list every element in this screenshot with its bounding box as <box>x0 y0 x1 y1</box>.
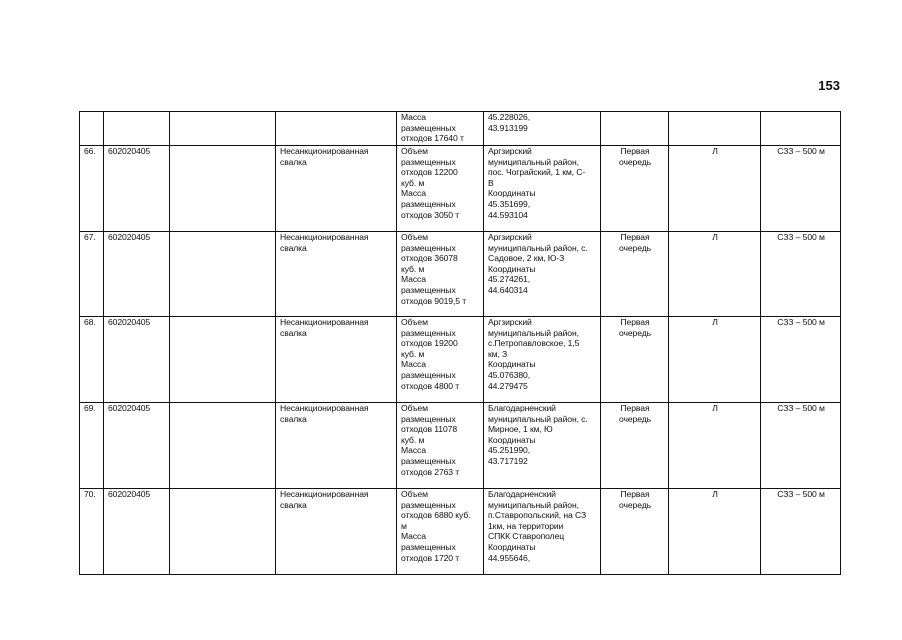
priority: Первая очередь <box>601 232 669 317</box>
category: Л <box>669 232 761 317</box>
table-row <box>80 489 841 575</box>
priority: Первая очередь <box>601 146 669 232</box>
category: Л <box>669 403 761 489</box>
category: Л <box>669 317 761 403</box>
row-number: 67. <box>80 232 104 317</box>
category <box>669 112 761 146</box>
site-name <box>170 112 276 146</box>
site-code: 602020405 <box>104 317 170 403</box>
table-row <box>80 232 841 317</box>
site-code: 602020405 <box>104 232 170 317</box>
row-number: 68. <box>80 317 104 403</box>
priority <box>601 112 669 146</box>
priority: Первая очередь <box>601 489 669 575</box>
site-description: Несанкционированная свалка <box>276 317 397 403</box>
site-location: 45.228026, 43.913199 <box>484 112 601 146</box>
waste-volume: Масса размещенных отходов 17640 т <box>397 112 484 146</box>
row-number: 66. <box>80 146 104 232</box>
table-row <box>80 317 841 403</box>
sanitary-zone: СЗЗ – 500 м <box>761 232 841 317</box>
row-number: 70. <box>80 489 104 575</box>
sanitary-zone: СЗЗ – 500 м <box>761 403 841 489</box>
category: Л <box>669 489 761 575</box>
table-row <box>80 146 841 232</box>
waste-volume: Объем размещенных отходов 12200 куб. м Масса размещенных отходов 3050 т <box>397 146 484 232</box>
table-row <box>80 403 841 489</box>
site-name <box>170 403 276 489</box>
sanitary-zone: СЗЗ – 500 м <box>761 146 841 232</box>
site-location: Благодарненский муниципальный район, п.Ставропольский, на СЗ 1км, на территории СПКК Ставрополец Координаты 44.955646, <box>484 489 601 575</box>
site-code <box>104 112 170 146</box>
site-name <box>170 146 276 232</box>
page-number: 153 <box>818 78 840 93</box>
site-location: Аргзирский муниципальный район, пос. Чограйский, 1 км, С- В Координаты 45.351699, 44.593104 <box>484 146 601 232</box>
priority: Первая очередь <box>601 317 669 403</box>
site-location: Аргзирский муниципальный район, с. Садовое, 2 км, Ю-З Координаты 45.274261, 44.640314 <box>484 232 601 317</box>
site-location: Благодарненский муниципальный район, с. Мирное, 1 км, Ю Координаты 45.251990, 43.717192 <box>484 403 601 489</box>
site-description: Несанкционированная свалка <box>276 232 397 317</box>
row-number <box>80 112 104 146</box>
site-description: Несанкционированная свалка <box>276 146 397 232</box>
waste-sites-table <box>79 111 841 575</box>
site-description <box>276 112 397 146</box>
site-name <box>170 489 276 575</box>
site-code: 602020405 <box>104 403 170 489</box>
category: Л <box>669 146 761 232</box>
site-description: Несанкционированная свалка <box>276 403 397 489</box>
priority: Первая очередь <box>601 403 669 489</box>
site-description: Несанкционированная свалка <box>276 489 397 575</box>
row-number: 69. <box>80 403 104 489</box>
table-row <box>80 112 841 146</box>
site-code: 602020405 <box>104 489 170 575</box>
site-name <box>170 317 276 403</box>
site-location: Аргзирский муниципальный район, с.Петропавловское, 1,5 км, З Координаты 45.076380, 44.279475 <box>484 317 601 403</box>
site-code: 602020405 <box>104 146 170 232</box>
sanitary-zone <box>761 112 841 146</box>
waste-volume: Объем размещенных отходов 11078 куб. м Масса размещенных отходов 2763 т <box>397 403 484 489</box>
waste-volume: Объем размещенных отходов 36078 куб. м Масса размещенных отходов 9019,5 т <box>397 232 484 317</box>
sanitary-zone: СЗЗ – 500 м <box>761 489 841 575</box>
site-name <box>170 232 276 317</box>
sanitary-zone: СЗЗ – 500 м <box>761 317 841 403</box>
waste-volume: Объем размещенных отходов 19200 куб. м Масса размещенных отходов 4800 т <box>397 317 484 403</box>
waste-volume: Объем размещенных отходов 6880 куб. м Масса размещенных отходов 1720 т <box>397 489 484 575</box>
